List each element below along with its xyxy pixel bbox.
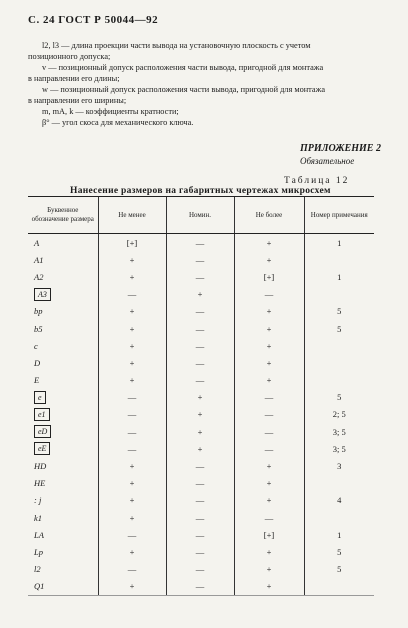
- table-row: [28, 372, 374, 389]
- nominal-cell: —: [166, 251, 234, 268]
- appendix-title: ПРИЛОЖЕНИЕ 2: [300, 143, 381, 154]
- nominal-cell: —: [166, 526, 234, 543]
- min-cell: +: [98, 509, 166, 526]
- table-row: [28, 268, 374, 285]
- min-cell: +: [98, 578, 166, 596]
- nominal-cell: —: [166, 578, 234, 596]
- note-cell: 2; 5: [304, 406, 374, 423]
- nominal-cell: —: [166, 268, 234, 285]
- max-cell: —: [234, 286, 304, 303]
- nominal-cell: —: [166, 509, 234, 526]
- max-cell: —: [234, 509, 304, 526]
- column-header: Буквенное обозначение размера: [28, 197, 98, 234]
- max-cell: +: [234, 543, 304, 560]
- note-cell: [304, 251, 374, 268]
- symbol-cell: HD: [34, 461, 47, 472]
- column-header: Номер примечания: [304, 197, 374, 234]
- intro-line: в направлении его длины;: [28, 74, 120, 83]
- table-row: [28, 457, 374, 474]
- max-cell: +: [234, 561, 304, 578]
- min-cell: —: [98, 561, 166, 578]
- note-cell: 5: [304, 303, 374, 320]
- table-row: [28, 389, 374, 406]
- note-cell: 5: [304, 320, 374, 337]
- nominal-cell: —: [166, 475, 234, 492]
- max-cell: +: [234, 457, 304, 474]
- table-row: [28, 543, 374, 560]
- nominal-cell: —: [166, 234, 234, 252]
- min-cell: +: [98, 457, 166, 474]
- note-cell: 1: [304, 268, 374, 285]
- intro-line: l2, l3 — длина проекции части вывода на установочную плоскость с учетом: [42, 41, 311, 50]
- min-cell: —: [98, 389, 166, 406]
- nominal-cell: —: [166, 320, 234, 337]
- intro-line: в направлении его ширины;: [28, 96, 127, 105]
- symbol-cell: A2: [34, 271, 44, 282]
- symbol-cell: [28, 440, 98, 457]
- note-cell: [304, 286, 374, 303]
- symbol-cell: [28, 406, 98, 423]
- table-row: [28, 337, 374, 354]
- symbol-cell: D: [34, 357, 41, 368]
- min-cell: —: [98, 423, 166, 440]
- intro-text: [28, 40, 378, 128]
- min-cell: +: [98, 303, 166, 320]
- nominal-cell: —: [166, 337, 234, 354]
- symbol-cell: l2: [34, 564, 41, 575]
- min-cell: —: [98, 526, 166, 543]
- min-cell: +: [98, 354, 166, 371]
- nominal-cell: —: [166, 457, 234, 474]
- table-number: Таблица 12: [284, 176, 350, 186]
- symbol-cell: LA: [34, 529, 44, 540]
- max-cell: [+]: [234, 268, 304, 285]
- nominal-cell: —: [166, 354, 234, 371]
- max-cell: [+]: [234, 526, 304, 543]
- table-row: [28, 251, 374, 268]
- nominal-cell: +: [166, 389, 234, 406]
- symbol-cell: A1: [34, 254, 44, 265]
- note-cell: 5: [304, 543, 374, 560]
- min-cell: +: [98, 337, 166, 354]
- note-cell: 4: [304, 492, 374, 509]
- table-row: [28, 286, 374, 303]
- max-cell: +: [234, 251, 304, 268]
- column-header: Не менее: [98, 197, 166, 234]
- min-cell: +: [98, 372, 166, 389]
- nominal-cell: —: [166, 303, 234, 320]
- table-row: [28, 234, 374, 252]
- max-cell: —: [234, 389, 304, 406]
- note-cell: [304, 372, 374, 389]
- boxed-symbol: eE: [34, 442, 50, 455]
- symbol-cell: k1: [34, 512, 43, 523]
- note-cell: [304, 578, 374, 596]
- symbol-cell: bp: [34, 306, 43, 317]
- symbol-cell: [28, 423, 98, 440]
- note-cell: 3; 5: [304, 423, 374, 440]
- max-cell: —: [234, 423, 304, 440]
- symbol-cell: c: [34, 340, 38, 351]
- min-cell: —: [98, 286, 166, 303]
- nominal-cell: —: [166, 492, 234, 509]
- boxed-symbol: A3: [34, 288, 51, 301]
- table-row: [28, 354, 374, 371]
- nominal-cell: +: [166, 423, 234, 440]
- min-cell: —: [98, 406, 166, 423]
- min-cell: +: [98, 543, 166, 560]
- table-row: [28, 303, 374, 320]
- min-cell: +: [98, 320, 166, 337]
- table-row: [28, 475, 374, 492]
- max-cell: +: [234, 372, 304, 389]
- min-cell: +: [98, 475, 166, 492]
- table-row: [28, 526, 374, 543]
- note-cell: 1: [304, 234, 374, 252]
- intro-line: w — позиционный допуск расположения части вывода, пригодной для монтажа: [42, 85, 326, 94]
- symbol-cell: [28, 286, 98, 303]
- table-row: [28, 492, 374, 509]
- note-cell: [304, 337, 374, 354]
- intro-line: β° — угол скоса для механического ключа.: [42, 118, 194, 127]
- table-row: [28, 406, 374, 423]
- note-cell: 3: [304, 457, 374, 474]
- table-row: [28, 578, 374, 596]
- note-cell: 3; 5: [304, 440, 374, 457]
- max-cell: —: [234, 406, 304, 423]
- intro-line: m, mA, k — коэффициенты кратности;: [42, 107, 179, 116]
- page-header: С. 24 ГОСТ Р 50044—92: [28, 14, 159, 26]
- table-title: Нанесение размеров на габаритных чертежах микросхем: [70, 186, 331, 196]
- dimensions-table: [28, 196, 374, 596]
- boxed-symbol: e1: [34, 408, 50, 421]
- nominal-cell: —: [166, 561, 234, 578]
- min-cell: —: [98, 440, 166, 457]
- max-cell: —: [234, 440, 304, 457]
- nominal-cell: +: [166, 286, 234, 303]
- boxed-symbol: eD: [34, 425, 51, 438]
- min-cell: +: [98, 268, 166, 285]
- nominal-cell: —: [166, 543, 234, 560]
- max-cell: +: [234, 303, 304, 320]
- max-cell: +: [234, 492, 304, 509]
- symbol-cell: HE: [34, 478, 46, 489]
- note-cell: [304, 509, 374, 526]
- table-row: [28, 320, 374, 337]
- min-cell: +: [98, 492, 166, 509]
- note-cell: 5: [304, 389, 374, 406]
- note-cell: 1: [304, 526, 374, 543]
- table-row: [28, 509, 374, 526]
- note-cell: [304, 354, 374, 371]
- note-cell: [304, 475, 374, 492]
- max-cell: +: [234, 578, 304, 596]
- max-cell: +: [234, 354, 304, 371]
- symbol-cell: b5: [34, 323, 43, 334]
- nominal-cell: —: [166, 372, 234, 389]
- min-cell: [+]: [98, 234, 166, 252]
- symbol-cell: [28, 389, 98, 406]
- intro-line: v — позиционный допуск расположения части вывода, пригодной для монтажа: [42, 63, 324, 72]
- column-header: Номин.: [166, 197, 234, 234]
- nominal-cell: +: [166, 406, 234, 423]
- table-row: [28, 440, 374, 457]
- symbol-cell: A: [34, 237, 40, 248]
- min-cell: +: [98, 251, 166, 268]
- max-cell: +: [234, 475, 304, 492]
- symbol-cell: Lp: [34, 546, 43, 557]
- max-cell: +: [234, 320, 304, 337]
- intro-line: позиционного допуска;: [28, 52, 111, 61]
- max-cell: +: [234, 337, 304, 354]
- nominal-cell: +: [166, 440, 234, 457]
- max-cell: +: [234, 234, 304, 252]
- symbol-cell: : j: [34, 495, 42, 506]
- symbol-cell: E: [34, 375, 40, 386]
- note-cell: 5: [304, 561, 374, 578]
- symbol-cell: Q1: [28, 578, 98, 596]
- appendix-subtitle: Обязательное: [300, 156, 355, 166]
- boxed-symbol: e: [34, 391, 46, 404]
- column-header: Не более: [234, 197, 304, 234]
- table-row: [28, 561, 374, 578]
- table-row: [28, 423, 374, 440]
